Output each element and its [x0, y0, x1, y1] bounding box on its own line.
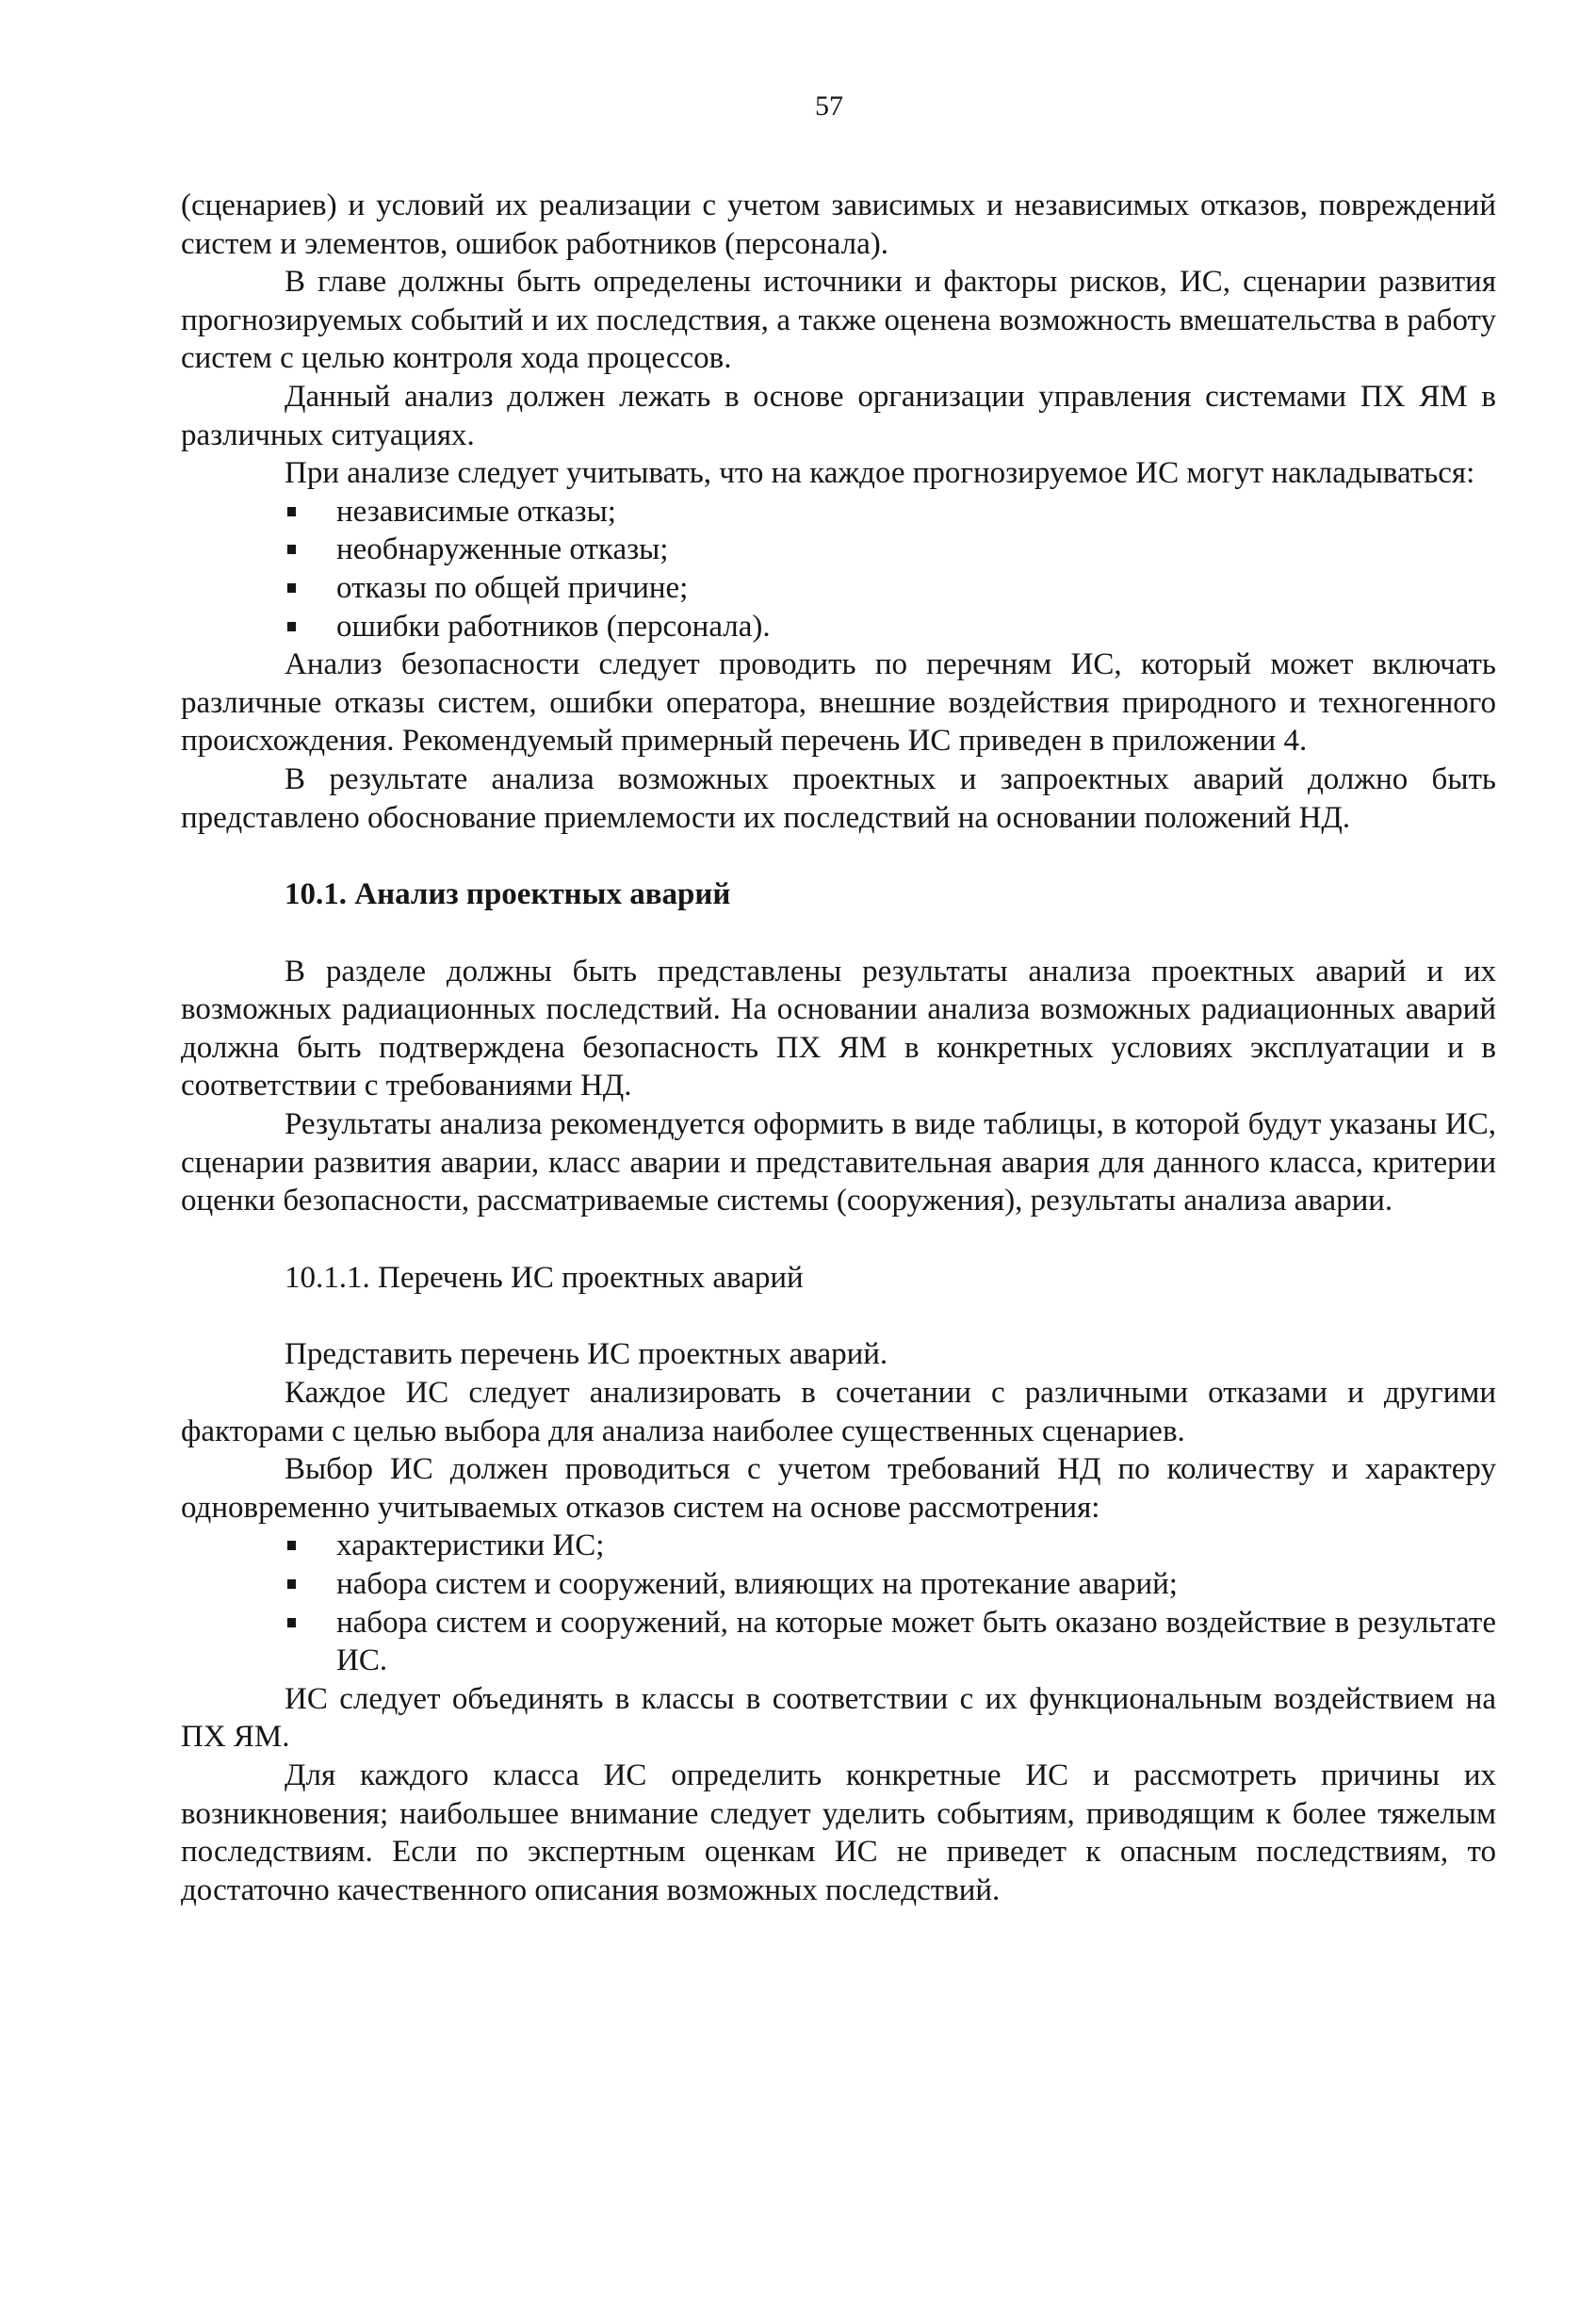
- paragraph: Результаты анализа рекомендуется оформить в виде таблицы, в которой будут указаны ИС, сценарии развития аварии, класс аварии и представительная авария для данного класса, критерии оценки безопасности, рассматриваемые системы (сооружения), результаты анализа аварии.: [181, 1107, 1496, 1218]
- paragraph: В результате анализа возможных проектных и запроектных аварий должно быть представлено обоснование приемлемости их последствий на основании положений НД.: [181, 761, 1496, 835]
- paragraph: Выбор ИС должен проводиться с учетом требований НД по количеству и характеру одновременно учитываемых отказов систем на основе рассмотрения:: [181, 1452, 1496, 1525]
- bullet-list: [181, 1527, 1496, 1679]
- paragraph: В главе должны быть определены источники и факторы рисков, ИС, сценарии развития прогнозируемых событий и их последствия, а также оценена возможность вмешательства в работу систем с целью контроля хода процессов.: [181, 265, 1496, 376]
- list-item: [181, 569, 1496, 608]
- list-item-text: набора систем и сооружений, на которые может быть оказано воздействие в результате ИС.: [336, 1605, 1496, 1678]
- bullet-icon: [287, 1579, 296, 1589]
- paragraph: В разделе должны быть представлены результаты анализа проектных аварий и их возможных радиационных последствий. На основании анализа возможных радиационных аварий должна быть подтверждена безопасность ПХ ЯМ в конкретных условиях эксплуатации и в соответствии с требованиями НД.: [181, 954, 1496, 1103]
- list-item: [181, 1565, 1496, 1604]
- list-item-text: характеристики ИС;: [336, 1528, 605, 1563]
- bullet-icon: [287, 1541, 296, 1550]
- bullet-icon: [287, 1618, 296, 1627]
- list-item: [181, 1527, 1496, 1565]
- paragraph: Для каждого класса ИС определить конкретные ИС и рассмотреть причины их возникновения; наибольшее внимание следует уделить событиям, приводящим к более тяжелым последствиям. Если по экспертным оценкам ИС не приведет к опасным последствиям, то достаточно качественного описания возможных последствий.: [181, 1757, 1496, 1907]
- paragraph: При анализе следует учитывать, что на каждое прогнозируемое ИС могут накладываться:: [285, 456, 1475, 491]
- paragraph: Представить перечень ИС проектных аварий.: [285, 1337, 888, 1372]
- section-heading: 10.1. Анализ проектных аварий: [285, 877, 731, 912]
- list-item-text: ошибки работников (персонала).: [336, 609, 771, 644]
- subsection-heading: 10.1.1. Перечень ИС проектных аварий: [285, 1260, 804, 1295]
- page-number: 57: [815, 90, 843, 122]
- list-item-text: необнаруженные отказы;: [336, 532, 669, 567]
- bullet-icon: [287, 545, 296, 554]
- list-item-text: независимые отказы;: [336, 494, 616, 529]
- paragraph: ИС следует объединять в классы в соответствии с их функциональным воздействием на ПХ ЯМ.: [181, 1681, 1496, 1755]
- bullet-icon: [287, 507, 296, 516]
- paragraph: Каждое ИС следует анализировать в сочетании с различными отказами и другими факторами с целью выбора для анализа наиболее существенных сценариев.: [181, 1376, 1496, 1448]
- paragraph: Анализ безопасности следует проводить по перечням ИС, который может включать различные отказы систем, ошибки оператора, внешние воздействия природного и техногенного происхождения. Рекомендуемый примерный перечень ИС приведен в приложении 4.: [181, 647, 1496, 759]
- bullet-icon: [287, 622, 296, 631]
- list-item-text: набора систем и сооружений, влияющих на протекание аварий;: [336, 1567, 1178, 1601]
- list-item: [181, 493, 1496, 531]
- paragraph: (сценариев) и условий их реализации с учетом зависимых и независимых отказов, повреждений систем и элементов, ошибок работников (персонала).: [181, 188, 1496, 261]
- bullet-list: [181, 493, 1496, 646]
- list-item: [181, 531, 1496, 569]
- paragraph: Данный анализ должен лежать в основе организации управления системами ПХ ЯМ в различных ситуациях.: [181, 379, 1496, 452]
- list-item: [181, 608, 1496, 646]
- bullet-icon: [287, 583, 296, 593]
- document-body: [181, 187, 1496, 1909]
- list-item: [181, 1604, 1496, 1680]
- list-item-text: отказы по общей причине;: [336, 570, 689, 605]
